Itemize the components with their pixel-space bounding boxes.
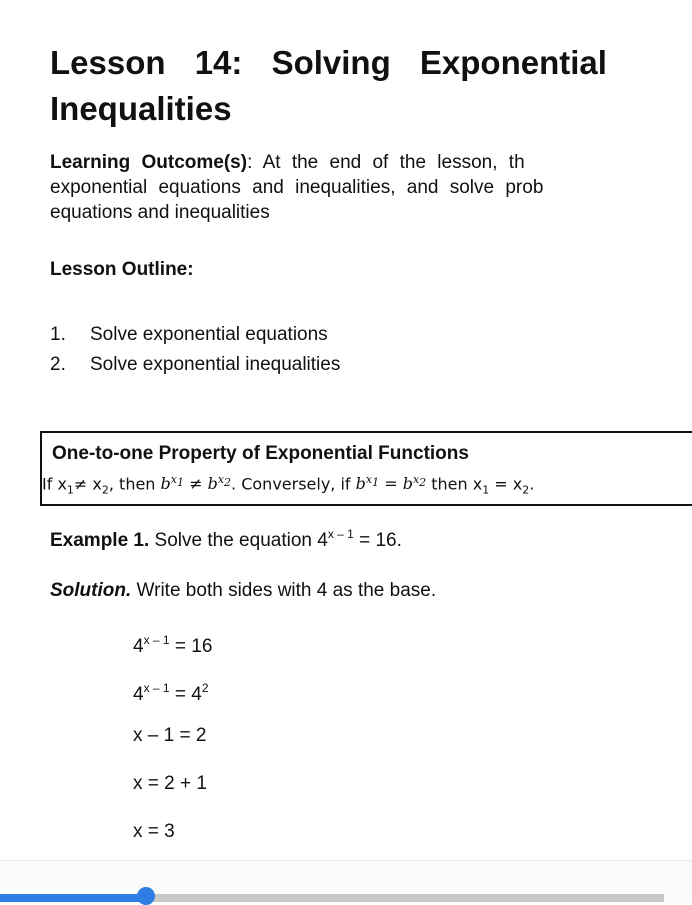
list-item: 1. Solve exponential equations — [50, 324, 328, 345]
learning-outcome-line1: : At the end of the lesson, th — [247, 152, 525, 173]
list-item: 2. Solve exponential inequalities — [50, 354, 341, 375]
solution-steps — [133, 627, 212, 860]
lesson-title — [50, 40, 692, 132]
example-label: Example 1. — [50, 530, 150, 551]
learning-outcome — [50, 150, 692, 225]
solution-step: x = 3 — [133, 821, 175, 842]
progress-thumb[interactable] — [137, 887, 155, 905]
solution-label: Solution. — [50, 580, 132, 601]
solution-step: x – 1 = 2 — [133, 725, 207, 746]
solution-step: $4^{x - 1} = 4^2$ — [133, 681, 209, 705]
learning-outcome-line3: equations and inequalities — [50, 202, 270, 223]
solution-step: x = 2 + 1 — [133, 773, 207, 794]
property-statement: If $x_1\ne x_2$, then $b^{x_1} \ne b^{x_2}$. Conversely, if $b^{x_1} = b^{x_2}$ then $x_1 = x_2$. — [42, 473, 535, 497]
learning-outcome-label: Learning Outcome(s) — [50, 152, 248, 173]
lesson-title-line1: Lesson 14: Solving Exponential — [50, 44, 607, 81]
lesson-title-line2: Inequalities — [50, 90, 232, 127]
property-title: One-to-one Property of Exponential Functions — [52, 443, 469, 464]
learning-outcome-line2: exponential equations and inequalities, and solve prob — [50, 177, 544, 198]
lesson-outline-heading: Lesson Outline: — [50, 259, 194, 280]
property-box — [40, 431, 692, 506]
example-1: Example 1. Solve the equation $4^{x - 1} = 16$. — [50, 527, 402, 551]
solution-step: $4^{x - 1} = 16$ — [133, 633, 213, 657]
lesson-outline-list — [50, 320, 340, 380]
solution: Solution. Write both sides with 4 as the base. — [50, 580, 437, 601]
progress-fill — [0, 894, 146, 902]
